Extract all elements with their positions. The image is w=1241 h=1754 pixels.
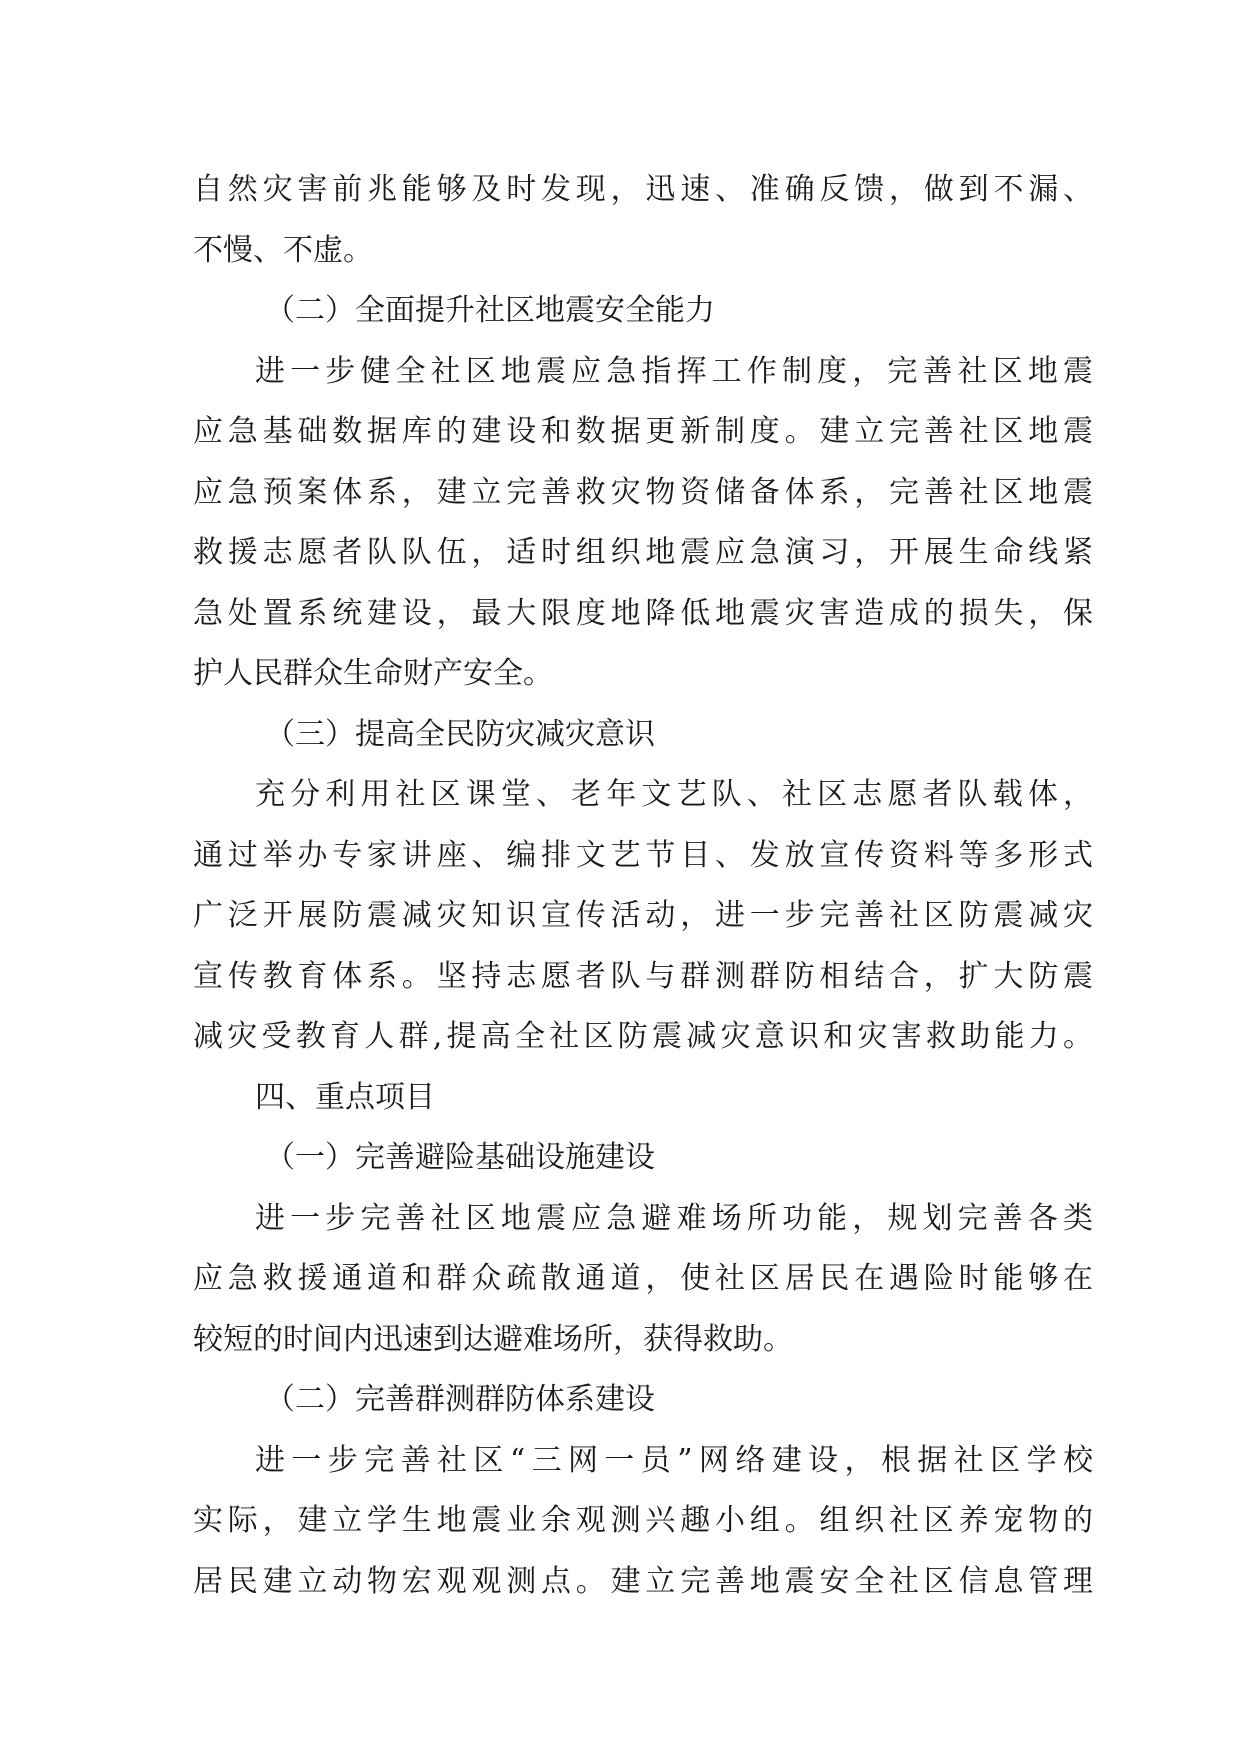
section-heading: （二）全面提升社区地震安全能力 <box>265 293 715 328</box>
chapter-heading: 四、重点项目 <box>255 1079 435 1115</box>
paragraph-line: 进一步完善社区“三网一员”网络建设，根据社区学校 <box>255 1442 1093 1478</box>
paragraph-line: 宣传教育体系。坚持志愿者队与群测群防相结合，扩大防震 <box>193 958 1093 994</box>
paragraph-line: 应急预案体系，建立完善救灾物资储备体系，完善社区地震 <box>193 474 1093 510</box>
document-body <box>193 160 1093 1612</box>
paragraph-line: 不慢、不虚。 <box>193 232 373 268</box>
paragraph-line: 居民建立动物宏观观测点。建立完善地震安全社区信息管理 <box>193 1563 1093 1599</box>
paragraph-line: 通过举办专家讲座、编排文艺节目、发放宣传资料等多形式 <box>193 837 1093 873</box>
paragraph-line: 进一步健全社区地震应急指挥工作制度，完善社区地震 <box>255 353 1093 389</box>
section-heading: （三）提高全民防灾减灾意识 <box>265 716 655 752</box>
paragraph-line: 减灾受教育人群,提高全社区防震减灾意识和灾害救助能力。 <box>193 1019 1093 1054</box>
paragraph-line: 进一步完善社区地震应急避难场所功能，规划完善各类 <box>255 1200 1093 1236</box>
paragraph-line: 救援志愿者队队伍，适时组织地震应急演习，开展生命线紧 <box>193 535 1093 570</box>
paragraph-line: 实际，建立学生地震业余观测兴趣小组。组织社区养宠物的 <box>193 1503 1093 1538</box>
paragraph-line: 较短的时间内迅速到达避难场所，获得救助。 <box>193 1321 793 1357</box>
paragraph-line: 充分利用社区课堂、老年文艺队、社区志愿者队载体， <box>255 777 1093 812</box>
section-heading: （一）完善避险基础设施建设 <box>265 1140 655 1175</box>
paragraph-line: 自然灾害前兆能够及时发现，迅速、准确反馈，做到不漏、 <box>193 172 1093 207</box>
section-heading: （二）完善群测群防体系建设 <box>265 1382 655 1417</box>
paragraph-line: 广泛开展防震减灾知识宣传活动，进一步完善社区防震减灾 <box>193 898 1093 933</box>
paragraph-line: 应急救援通道和群众疏散通道，使社区居民在遇险时能够在 <box>193 1261 1093 1296</box>
paragraph-line: 急处置系统建设，最大限度地降低地震灾害造成的损失，保 <box>193 595 1093 631</box>
paragraph-line: 护人民群众生命财产安全。 <box>193 656 553 691</box>
paragraph-line: 应急基础数据库的建设和数据更新制度。建立完善社区地震 <box>193 414 1093 449</box>
